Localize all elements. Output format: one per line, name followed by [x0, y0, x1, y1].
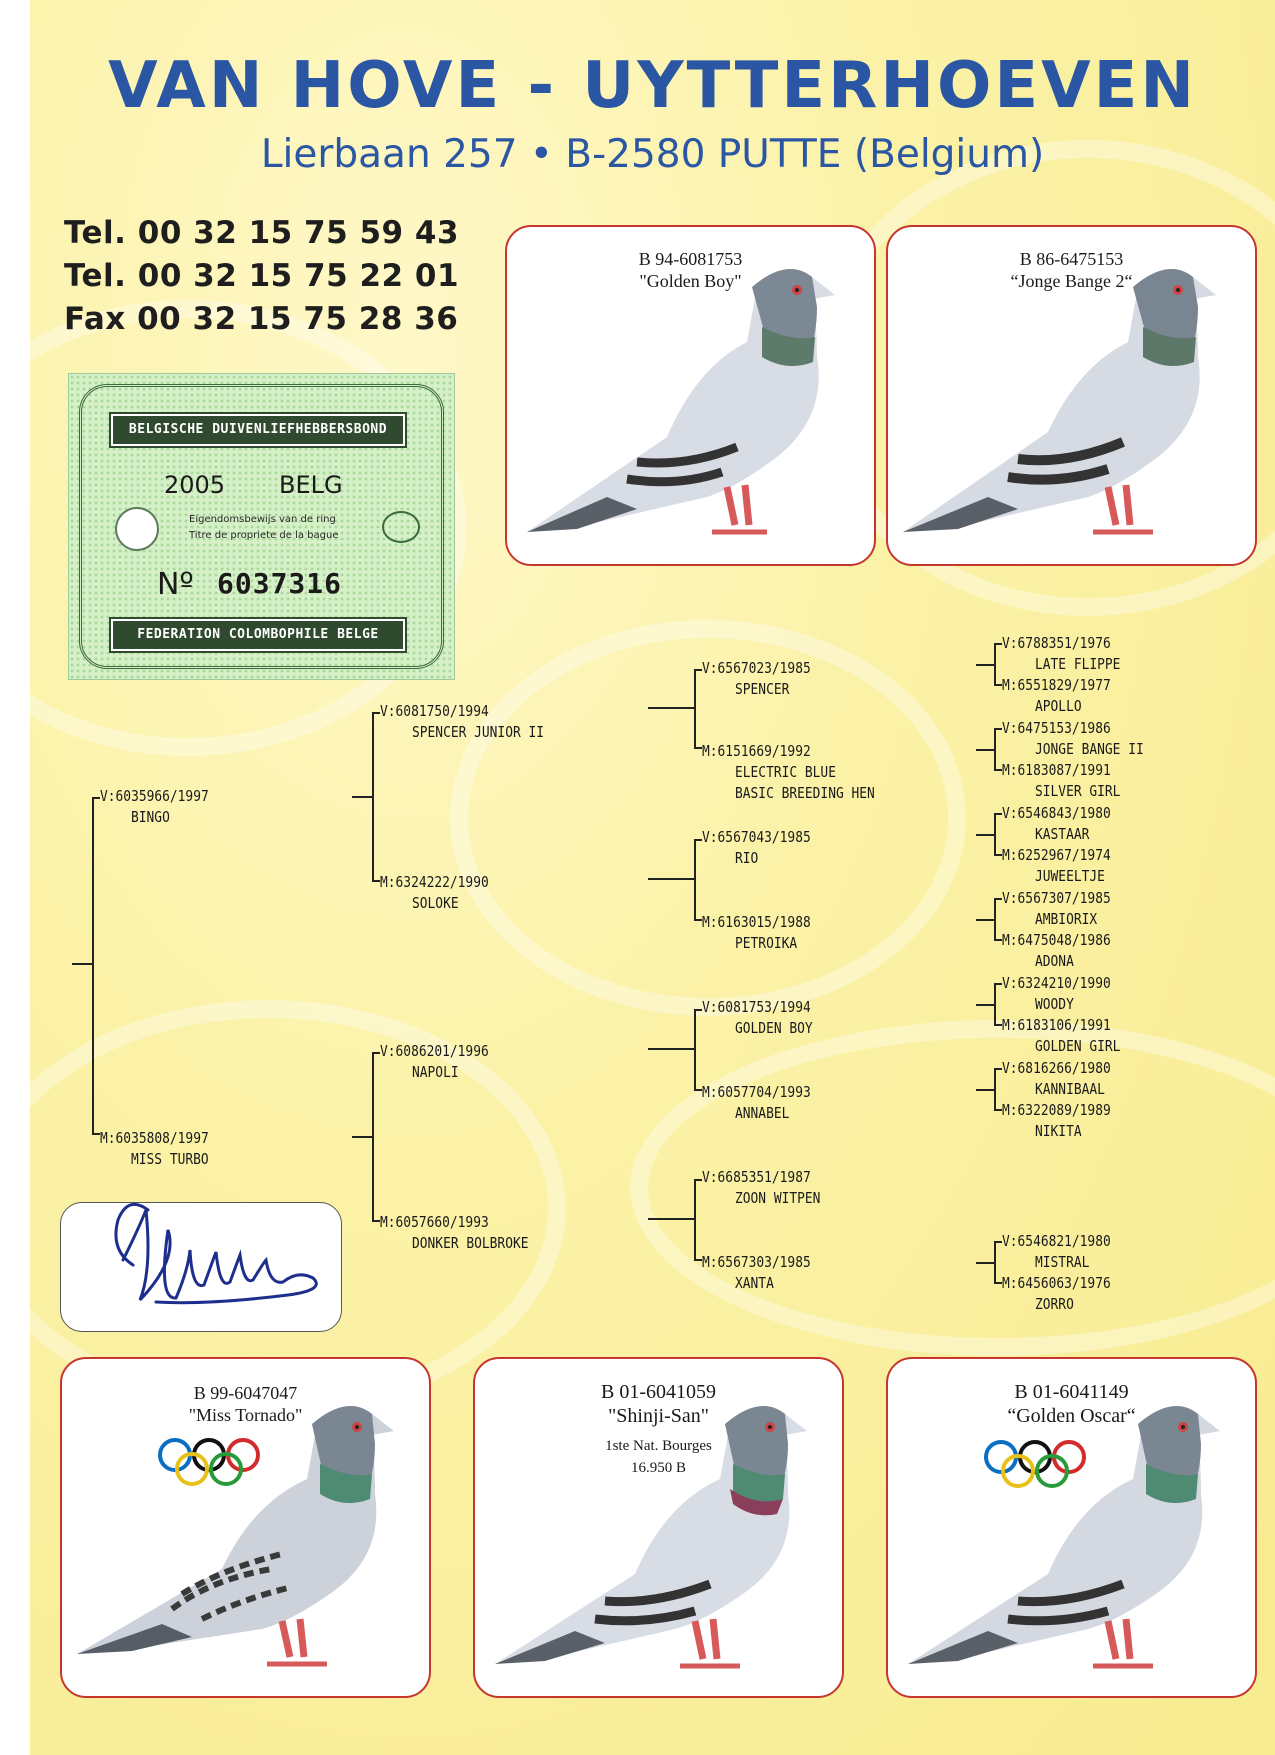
tree-connector — [648, 878, 696, 880]
certificate-country: BELG — [279, 471, 343, 499]
pedigree-sire-code: V:6567307/1985 — [1002, 889, 1111, 907]
tree-bracket — [372, 712, 374, 882]
pedigree-dam-code: M:6183087/1991 — [1002, 761, 1111, 779]
pedigree-dam-code: M:6151669/1992 — [702, 742, 811, 760]
pedigree-dam-name: GOLDEN GIRL — [1035, 1037, 1121, 1055]
phone-1: Tel. 00 32 15 75 59 43 — [64, 215, 460, 251]
tree-connector — [372, 1220, 380, 1222]
card-ring-id: B 94-6081753 — [638, 249, 743, 269]
tree-connector — [92, 797, 100, 799]
card-pigeon-name: "Golden Boy" — [639, 271, 742, 291]
pedigree-dam-name: APOLLO — [1035, 697, 1082, 715]
pedigree-sire-code: V:6086201/1996 — [380, 1042, 489, 1060]
tree-bracket — [994, 643, 996, 686]
certificate-number-label: Nº — [157, 567, 194, 602]
tree-connector — [694, 1259, 702, 1261]
pedigree-sire-code: V:6324210/1990 — [1002, 974, 1111, 992]
tree-connector — [994, 983, 1002, 985]
pedigree-dam-code: M:6252967/1974 — [1002, 846, 1111, 864]
tree-connector — [372, 1052, 380, 1054]
card-ring-id: B 86-6475153 — [1019, 249, 1124, 269]
tree-connector — [994, 1024, 1002, 1026]
tree-connector — [976, 749, 996, 751]
tree-connector — [352, 1136, 374, 1138]
tree-bracket — [694, 669, 696, 749]
tree-connector — [976, 1089, 996, 1091]
pedigree-dam-name: NIKITA — [1035, 1122, 1082, 1140]
pedigree-sire-code: V:6475153/1986 — [1002, 719, 1111, 737]
pedigree-dam-code: M:6163015/1988 — [702, 913, 811, 931]
pedigree-sire-name: WOODY — [1035, 995, 1074, 1013]
tree-bracket — [372, 1052, 374, 1222]
tree-connector — [694, 1089, 702, 1091]
pedigree-dam-name: MISS TURBO — [131, 1150, 209, 1168]
certificate-number: 6037316 — [217, 567, 343, 600]
tree-connector — [994, 643, 1002, 645]
pedigree-sire-code: V:6816266/1980 — [1002, 1059, 1111, 1077]
certificate-top-banner: BELGISCHE DUIVENLIEFHEBBERSBOND — [111, 414, 405, 446]
card-pigeon-name: "Shinji-San" — [608, 1405, 709, 1427]
tree-bracket — [994, 728, 996, 771]
tree-connector — [976, 834, 996, 836]
pedigree-sire-name: NAPOLI — [412, 1063, 459, 1081]
card-result-count: 16.950 B — [630, 1460, 686, 1476]
pedigree-dam-name: ADONA — [1035, 952, 1074, 970]
tree-connector — [994, 1241, 1002, 1243]
pedigree-sheet — [30, 0, 1275, 1755]
pedigree-dam-name: JUWEELTJE — [1035, 867, 1105, 885]
tree-bracket — [694, 1009, 696, 1091]
pedigree-sire-name: RIO — [735, 849, 759, 867]
pedigree-sire-name: KASTAAR — [1035, 825, 1090, 843]
tree-connector — [72, 963, 94, 965]
pedigree-dam-name: ELECTRIC BLUE — [735, 763, 836, 781]
loft-address: Lierbaan 257 • B-2580 PUTTE (Belgium) — [260, 132, 1045, 177]
pedigree-dam-code: M:6567303/1985 — [702, 1253, 811, 1271]
pedigree-dam-code: M:6551829/1977 — [1002, 676, 1111, 694]
pedigree-sire-name: AMBIORIX — [1035, 910, 1098, 928]
tree-connector — [352, 796, 374, 798]
tree-connector — [694, 919, 702, 921]
certificate-bottom-banner: FEDERATION COLOMBOPHILE BELGE — [111, 619, 405, 651]
tree-connector — [994, 728, 1002, 730]
tree-connector — [648, 1048, 696, 1050]
tree-connector — [994, 684, 1002, 686]
tree-connector — [994, 1068, 1002, 1070]
tree-connector — [994, 1282, 1002, 1284]
pedigree-dam-code: M:6456063/1976 — [1002, 1274, 1111, 1292]
pedigree-sire-code: V:6546821/1980 — [1002, 1232, 1111, 1250]
tree-connector — [694, 839, 702, 841]
pedigree-dam-name-extra: BASIC BREEDING HEN — [735, 784, 875, 802]
pedigree-sire-code: V:6788351/1976 — [1002, 634, 1111, 652]
pedigree-dam-code: M:6324222/1990 — [380, 873, 489, 891]
pedigree-dam-code: M:6475048/1986 — [1002, 931, 1111, 949]
tree-bracket — [694, 839, 696, 921]
pedigree-sire-code: V:6685351/1987 — [702, 1168, 811, 1186]
tree-bracket — [994, 1241, 996, 1284]
pedigree-sire-name: ZOON WITPEN — [735, 1189, 821, 1207]
pedigree-sire-code: V:6035966/1997 — [100, 787, 209, 805]
pedigree-dam-code: M:6057660/1993 — [380, 1213, 489, 1231]
card-pigeon-name: “Jonge Bange 2“ — [1010, 271, 1133, 291]
pedigree-sire-name: MISTRAL — [1035, 1253, 1090, 1271]
tree-connector — [976, 1004, 996, 1006]
certificate-year: 2005 — [164, 471, 226, 499]
pedigree-sire-name: JONGE BANGE II — [1035, 740, 1144, 758]
fax: Fax 00 32 15 75 28 36 — [64, 301, 459, 337]
tree-connector — [976, 664, 996, 666]
pedigree-dam-name: DONKER BOLBROKE — [412, 1234, 529, 1252]
tree-bracket — [994, 983, 996, 1026]
pedigree-sire-code: V:6546843/1980 — [1002, 804, 1111, 822]
pedigree-dam-code: M:6322089/1989 — [1002, 1101, 1111, 1119]
tree-connector — [994, 769, 1002, 771]
pedigree-dam-name: XANTA — [735, 1274, 774, 1292]
tree-connector — [976, 1262, 996, 1264]
certificate-line-1: Eigendomsbewijs van de ring — [189, 514, 336, 525]
tree-connector — [372, 712, 380, 714]
tree-connector — [994, 1109, 1002, 1111]
pedigree-dam-name: ZORRO — [1035, 1295, 1074, 1313]
pedigree-dam-name: SILVER GIRL — [1035, 782, 1121, 800]
tree-bracket — [994, 813, 996, 856]
tree-connector — [92, 1133, 100, 1135]
tree-connector — [694, 669, 702, 671]
tree-connector — [648, 1218, 696, 1220]
tree-connector — [372, 880, 380, 882]
tree-connector — [648, 707, 696, 709]
pedigree-dam-code: M:6035808/1997 — [100, 1129, 209, 1147]
tree-bracket — [694, 1179, 696, 1261]
pedigree-dam-name: SOLOKE — [412, 894, 459, 912]
card-pigeon-name: “Golden Oscar“ — [1007, 1405, 1136, 1427]
pedigree-sire-code: V:6081753/1994 — [702, 998, 811, 1016]
tree-bracket — [994, 1068, 996, 1111]
card-result-race: 1ste Nat. Bourges — [605, 1438, 712, 1454]
pedigree-sire-name: SPENCER JUNIOR II — [412, 723, 545, 741]
pedigree-sire-code: V:6081750/1994 — [380, 702, 489, 720]
pedigree-sire-code: V:6567023/1985 — [702, 659, 811, 677]
tree-bracket — [994, 898, 996, 941]
tree-connector — [994, 939, 1002, 941]
pedigree-sire-name: SPENCER — [735, 680, 790, 698]
tree-connector — [694, 1179, 702, 1181]
card-ring-id: B 01-6041149 — [1014, 1381, 1129, 1403]
pedigree-sire-name: BINGO — [131, 808, 170, 826]
loft-name-title: VAN HOVE - UYTTERHOEVEN — [108, 49, 1197, 123]
pedigree-sire-name: KANNIBAAL — [1035, 1080, 1105, 1098]
tree-bracket — [92, 797, 94, 1135]
pedigree-sire-code: V:6567043/1985 — [702, 828, 811, 846]
tree-connector — [994, 813, 1002, 815]
pedigree-sire-name: GOLDEN BOY — [735, 1019, 813, 1037]
card-ring-id: B 01-6041059 — [601, 1381, 716, 1403]
tree-connector — [994, 854, 1002, 856]
pedigree-dam-code: M:6057704/1993 — [702, 1083, 811, 1101]
certificate-line-2: Titre de propriete de la bague — [189, 530, 339, 541]
card-ring-id: B 99-6047047 — [193, 1383, 298, 1403]
phone-2: Tel. 00 32 15 75 22 01 — [64, 258, 460, 294]
pedigree-sire-name: LATE FLIPPE — [1035, 655, 1121, 673]
tree-connector — [994, 898, 1002, 900]
tree-connector — [694, 747, 702, 749]
card-pigeon-name: "Miss Tornado" — [188, 1405, 303, 1425]
pedigree-dam-name: PETROIKA — [735, 934, 798, 952]
tree-connector — [976, 919, 996, 921]
tree-connector — [694, 1009, 702, 1011]
pedigree-dam-code: M:6183106/1991 — [1002, 1016, 1111, 1034]
pedigree-dam-name: ANNABEL — [735, 1104, 790, 1122]
pedigree-tree — [30, 0, 1275, 1755]
